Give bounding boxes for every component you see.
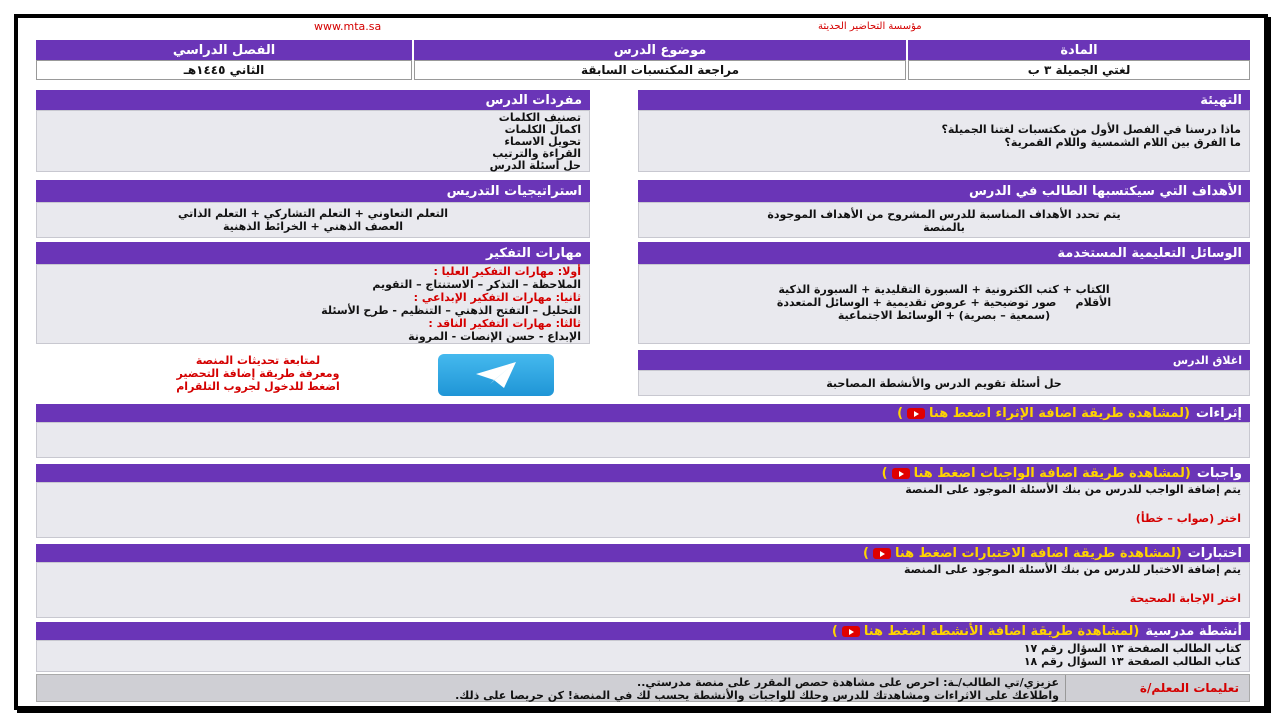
strategies-line-1: التعلم التعاوني + التعلم التشاركي + التعلم الذاتي	[177, 207, 449, 220]
enrichment-link[interactable]	[897, 406, 1190, 421]
youtube-icon	[873, 548, 891, 559]
vocab-line-1: تصنيف الكلمات	[498, 111, 581, 124]
strategies-header	[36, 180, 590, 202]
youtube-icon	[842, 626, 860, 637]
homework-header	[36, 464, 1250, 482]
website-link[interactable]: www.mta.sa	[314, 20, 382, 33]
closing-header	[638, 350, 1250, 370]
strategies-title: استراتيجيات التدريس	[446, 183, 582, 199]
homework-body	[36, 482, 1250, 538]
thinking-higher-title: أولا: مهارات التفكير العليا :	[433, 265, 581, 278]
subject-header: المادة	[908, 40, 1250, 60]
enrichment-header	[36, 404, 1250, 422]
vocab-title: مفردات الدرس	[485, 92, 582, 108]
closing-text: حل أسئلة تقويم الدرس والأنشطة المصاحبة	[826, 377, 1062, 390]
homework-link[interactable]	[882, 466, 1191, 481]
tests-link[interactable]	[863, 546, 1182, 561]
telegram-line-3: اضغط للدخول لجروب التلقرام	[176, 380, 340, 393]
objectives-title: الأهداف التي سيكتسبها الطالب في الدرس	[968, 183, 1242, 199]
tools-line-1: الكتاب + كتب الكترونية + السبورة التقليدية + السبورة الذكية	[778, 283, 1110, 296]
homework-link-close: )	[881, 465, 888, 481]
subject-value: لغتي الجميلة ٣ ب	[908, 60, 1250, 80]
homework-title: واجبات	[1196, 465, 1242, 481]
thinking-header	[36, 242, 590, 264]
tools-header	[638, 242, 1250, 264]
intro-line-1: ماذا درسنا في الفصل الأول من مكتسبات لغتنا الجميلة؟	[941, 123, 1241, 136]
intro-title: التهيئة	[1200, 92, 1242, 108]
strategies-line-2: العصف الذهني + الخرائط الذهنية	[223, 220, 403, 233]
tests-header	[36, 544, 1250, 562]
tests-link-text: (لمشاهدة طريقة اضافة الاختبارات اضغط هنا	[894, 545, 1182, 561]
objectives-header	[638, 180, 1250, 202]
activities-link-text: (لمشاهدة طريقة اضافة الأنشطة اضغط هنا	[863, 623, 1140, 639]
objectives-body	[638, 202, 1250, 238]
homework-choice: اختر (صواب – خطأ)	[1135, 512, 1241, 525]
tools-line-2: الأقلام صور توضيحية + عروض تقديمية + الوسائل المتعددة	[776, 296, 1112, 309]
vocab-header	[36, 90, 590, 110]
teacher-line-2: واطلاعك على الاثراءات ومشاهدتك للدرس وحلك للواجبات والأنشطة يحسب لك في المنصة! كن حريصا على ذلك.	[455, 689, 1059, 702]
enrichment-link-close: )	[897, 405, 904, 421]
vocab-line-5: حل أسئلة الدرس	[489, 159, 581, 172]
tools-title: الوسائل التعليمية المستخدمة	[1057, 245, 1242, 261]
activities-title: أنشطة مدرسية	[1145, 623, 1242, 639]
closing-title: اغلاق الدرس	[1172, 353, 1242, 367]
telegram-line-1: لمتابعة تحديثات المنصة	[195, 354, 321, 367]
activities-link-close: )	[831, 623, 838, 639]
activities-header	[36, 622, 1250, 640]
thinking-title: مهارات التفكير	[486, 245, 582, 261]
thinking-creative-text: التحليل – التفتح الذهني – التنظيم - طرح الأسئلة	[321, 304, 581, 317]
vocab-line-4: القراءة والترتيب	[492, 147, 581, 160]
lesson-plan-page	[14, 14, 1268, 710]
activities-line-2: كتاب الطالب الصفحة ١٣ السؤال رقم ١٨	[1023, 655, 1241, 668]
intro-header	[638, 90, 1250, 110]
tests-choice: اختر الإجابة الصحيحة	[1129, 592, 1241, 605]
topic-value: مراجعة المكتسبات السابقة	[414, 60, 906, 80]
enrichment-title: إثراءات	[1195, 405, 1242, 421]
youtube-icon	[892, 468, 910, 479]
activities-line-1: كتاب الطالب الصفحة ١٣ السؤال رقم ١٧	[1023, 642, 1241, 655]
vocab-line-2: اكمال الكلمات	[504, 123, 581, 136]
vocab-line-3: تحويل الاسماء	[504, 135, 581, 148]
intro-line-2: ما الفرق بين اللام الشمسية واللام القمرية؟	[1004, 136, 1241, 149]
objectives-line-2: بالمنصة	[923, 221, 965, 234]
youtube-icon	[907, 408, 925, 419]
strategies-body	[36, 202, 590, 238]
vocab-body	[36, 110, 590, 172]
tests-title: اختبارات	[1187, 545, 1242, 561]
teacher-line-1: عزيزي/تي الطالب/ـة: احرص على مشاهدة حصص المقرر على منصة مدرستي..	[637, 676, 1059, 689]
topic-header: موضوع الدرس	[414, 40, 906, 60]
tools-line-3: (سمعية – بصرية) + الوسائط الاجتماعية	[837, 309, 1051, 322]
tests-body	[36, 562, 1250, 618]
teacher-title: تعليمات المعلم/ة	[1065, 675, 1249, 701]
thinking-critical-title: ثالثا: مهارات التفكير الناقد :	[428, 317, 581, 330]
intro-body	[638, 110, 1250, 172]
objectives-line-1: يتم تحدد الأهداف المناسبة للدرس المشروح من الأهداف الموجودة	[767, 208, 1121, 221]
homework-text: يتم إضافة الواجب للدرس من بنك الأسئلة الموجود على المنصة	[905, 483, 1241, 496]
thinking-critical-text: الإبداع - حسن الإنصات - المرونة	[408, 330, 581, 343]
enrichment-link-text: (لمشاهدة طريقة اضافة الإثراء اضغط هنا	[929, 405, 1190, 421]
info-table	[36, 40, 1250, 80]
enrichment-body	[36, 422, 1250, 458]
tests-text: يتم إضافة الاختبار للدرس من بنك الأسئلة الموجود على المنصة	[904, 563, 1241, 576]
teacher-row	[36, 674, 1250, 702]
telegram-line-2: ومعرفة طريقة إضافة التحضير	[176, 367, 340, 380]
semester-header: الفصل الدراسي	[36, 40, 412, 60]
semester-value: الثاني ١٤٤٥هـ	[36, 60, 412, 80]
teacher-body	[49, 676, 1059, 702]
tests-link-close: )	[863, 545, 869, 561]
activities-link[interactable]	[832, 624, 1139, 639]
homework-link-text: (لمشاهدة طريقة اضافة الواجبات اضغط هنا	[913, 465, 1191, 481]
activities-body	[36, 640, 1250, 672]
closing-body	[638, 370, 1250, 396]
thinking-body	[36, 264, 590, 344]
org-name: مؤسسة التحاضير الحديثة	[818, 21, 922, 32]
thinking-higher-text: الملاحظة – التذكر – الاستنتاج – التقويم	[372, 278, 581, 291]
thinking-creative-title: ثانيا: مهارات التفكير الإبداعي :	[413, 291, 581, 304]
telegram-promo-text[interactable]	[108, 354, 408, 398]
telegram-icon[interactable]	[438, 354, 554, 396]
tools-body	[638, 264, 1250, 344]
